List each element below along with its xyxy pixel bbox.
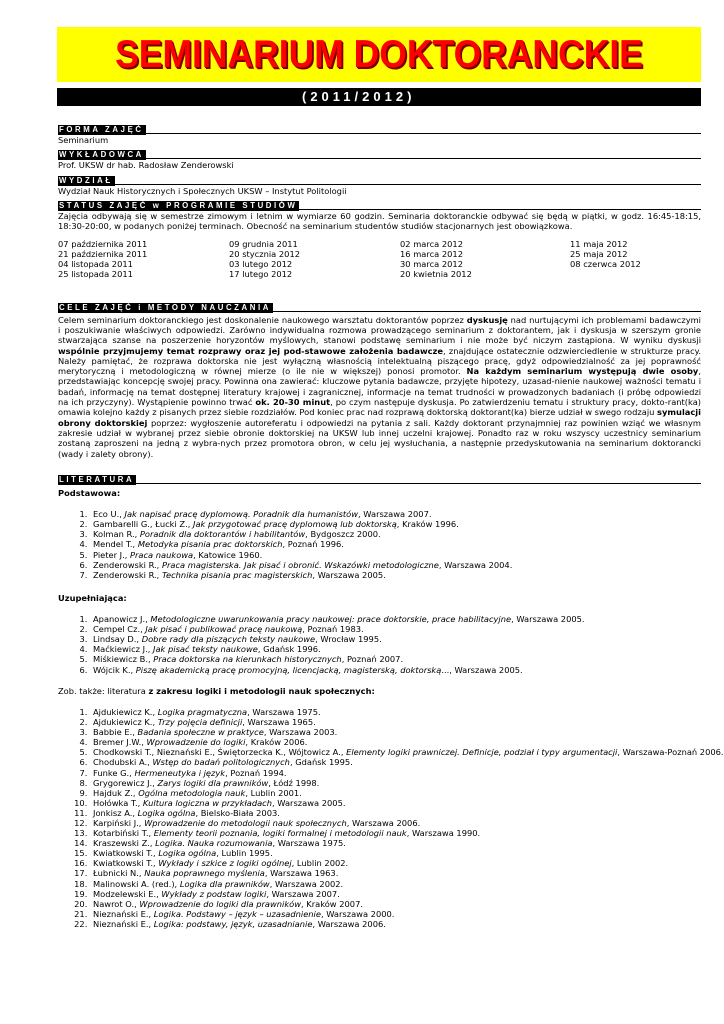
bibliography-item: 14. Kraszewski Z., Logika. Nauka rozumowania, Warszawa 1975. xyxy=(90,838,701,848)
bibliography-item: 22. Nieznański E., Logika: podstawy, język, uzasadnianie, Warszawa 2006. xyxy=(90,919,701,929)
academic-year: (2011/2012) xyxy=(302,89,416,104)
bibliography-item: 1. Eco U., Jak napisać pracę dyplomową. Poradnik dla humanistów, Warszawa 2007. xyxy=(90,509,701,519)
seminar-date: 21 października 2011 xyxy=(58,249,148,260)
bibliography-item: 1. Apanowicz J., Metodologiczne uwarunkowania pracy naukowej: prace doktorskie, prace habilitacyjne, Warszawa 2005. xyxy=(90,614,701,624)
seminar-date: 09 grudnia 2011 xyxy=(229,239,298,250)
bibliography-item: 17. Łubnicki N., Nauka poprawnego myślenia, Warszawa 1963. xyxy=(90,868,701,878)
seminar-date: 04 listopada 2011 xyxy=(58,259,133,270)
seminar-date: 08 czerwca 2012 xyxy=(570,259,641,270)
seminar-date: 16 marca 2012 xyxy=(400,249,463,260)
seminar-date: 25 maja 2012 xyxy=(570,249,628,260)
wydzial-text: Wydział Nauk Historycznych i Społecznych UKSW – Instytut Politologii xyxy=(58,185,347,196)
status-text: Zajęcia odbywają się w semestrze zimowym i letnim w wymiarze 60 godzin. Seminaria doktoranckie odbywać się będą w piątki, w godz. 16:45-18:15, 18:30-20:00, w podanych poniżej terminach. Obecność na seminarium studentów studiów stacjonarnych jest obowiązkowa. xyxy=(58,210,701,232)
bibliography-item: 7. Zenderowski R., Technika pisania prac magisterskich, Warszawa 2005. xyxy=(90,570,701,580)
bibliography-item: 3. Lindsay D., Dobre rady dla piszących teksty naukowe, Wrocław 1995. xyxy=(90,634,701,644)
bibliography-item: 2. Gambarelli G., Łucki Z., Jak przygotować pracę dyplomową lub doktorską, Kraków 1996. xyxy=(90,519,701,529)
seminar-date: 03 lutego 2012 xyxy=(229,259,293,270)
bibliography-item: 16. Kwiatkowski T., Wykłady i szkice z logiki ogólnej, Lublin 2002. xyxy=(90,858,701,868)
bibliography-item: 2. Cempel Cz., Jak pisać i publikować pracę naukową, Poznań 1983. xyxy=(90,624,701,634)
uzupelniajaca-label: Uzupełniająca: xyxy=(58,592,127,603)
seminar-date: 30 marca 2012 xyxy=(400,259,463,270)
seminar-dates xyxy=(58,240,701,279)
bibliography-item: 4. Mendel T., Metodyka pisania prac doktorskich, Poznań 1996. xyxy=(90,539,701,549)
title-banner xyxy=(57,27,701,82)
bibliography-item: 12. Karpiński J., Wprowadzenie do metodologii nauk społecznych, Warszawa 2006. xyxy=(90,818,701,828)
uzupelniajaca-list xyxy=(58,614,701,675)
cele-text: Celem seminarium doktoranckiego jest doskonalenie naukowego warsztatu doktorantów poprzez dyskusję nad nurtującymi ich problemami badawczymi i poszukiwanie właściwych odpowiedzi. Zarówno indywidualna rozmowa prowadzącego seminarium z doktorantem, jak i dyskusja w szerszym gronie stwarzająca szanse na poszerzenie horyzontów myślowych, stanowi podstawę seminarium i nie może być niczym zastąpiona. W wyniku dyskusji wspólnie przyjmujemy temat rozprawy oraz jej pod-stawowe założenia badawcze, znajdujące ostatecznie odzwierciedlenie w strukturze pracy. Należy pamiętać, że rozprawa doktorska nie jest wyłączną własnością intelektualną piszącego pracę, gdyż odpowiedzialność za jej poprawność merytoryczną i metodologiczną w równej mierze (o ile nie w większej) ponosi promotor. Na każdym seminarium występują dwie osoby, przedstawiając koncepcję swojej pracy. Powinna ona zawierać: kluczowe pytania badawcze, przyjęte hipotezy, uzasad-nienie naukowej ważności tematu i badań, informację na temat dostępnej literatury krajowej i zagranicznej, informacje na temat trudności w prowadzonych badaniach (i próbę odpowiedzi na ich przyczyny). Wystąpienie powinno trwać ok. 20-30 minut, po czym następuje dyskusja. Po zatwierdzeniu tematu i struktury pracy, dokto-rant(ka) omawia kolejno każdy z pisanych przez siebie rozdziałów. Pod koniec prac nad rozprawą doktorską doktorant(ka) bierze udział w swego rodzaju symulacji obrony doktorskiej poprzez: wygłoszenie autoreferatu i odpowiedzi na pytania z sali. Każdy doktorant przynajmniej raz powinien wziąć we własnym zakresie udział w wybranej przez siebie obronie doktorskiej na UKSW lub innej uczelni krajowej. Ponadto raz w roku wszyscy uczestnicy seminarium zostaną zaproszeni na jedną z wybra-nych przez promotora obron, w celu jej wysłuchania, a następnie przedyskutowania na seminarium doktorancki (wady i zalety obrony). xyxy=(58,314,702,459)
podstawowa-label: Podstawowa: xyxy=(58,487,121,498)
bibliography-item: 4. Maćkiewicz J., Jak pisać teksty naukowe, Gdańsk 1996. xyxy=(90,644,701,654)
zob-note: Zob. także: literatura z zakresu logiki i metodologii nauk społecznych: xyxy=(58,685,375,696)
bibliography-item: 5. Miśkiewicz B., Praca doktorska na kierunkach historycznych, Poznań 2007. xyxy=(90,654,701,664)
section-heading-wydzial: WYDZIAŁ xyxy=(58,173,701,185)
bibliography-item: 6. Zenderowski R., Praca magisterska. Jak pisać i obronić. Wskazówki metodologiczne, Warszawa 2004. xyxy=(90,560,701,570)
bibliography-item: 19. Modzelewski E., Wykłady z podstaw logiki, Warszawa 2007. xyxy=(90,889,701,899)
bibliography-item: 3. Babbie E., Badania społeczne w praktyce, Warszawa 2003. xyxy=(90,727,701,737)
bibliography-item: 9. Hajduk Z., Ogólna metodologia nauk, Lublin 2001. xyxy=(90,788,701,798)
logika-list xyxy=(58,706,724,929)
page-title: SEMINARIUM DOKTORANCKIE xyxy=(115,32,643,76)
bibliography-item: 1. Ajdukiewicz K., Logika pragmatyczna, Warszawa 1975. xyxy=(90,707,701,717)
bibliography-item: 8. Grygorewicz J., Zarys logiki dla prawników, Łódź 1998. xyxy=(90,778,701,788)
section-heading-forma: FORMA ZAJĘĆ xyxy=(58,122,701,134)
seminar-date: 20 kwietnia 2012 xyxy=(400,268,472,279)
bibliography-item: 6. Chodubski A., Wstęp do badań politologicznych, Gdańsk 1995. xyxy=(90,757,701,767)
bibliography-item: 7. Funke G., Hermeneutyka i język, Poznań 1994. xyxy=(90,768,701,778)
bibliography-item: 5. Chodkowski T., Nieznański E., Świętorzecka K., Wójtowicz A., Elementy logiki prawniczej. Definicje, podział i typy argumentacji, Warszawa-Poznań 2006. xyxy=(90,747,701,757)
bibliography-item: 2. Ajdukiewicz K., Trzy pojęcia definicji, Warszawa 1965. xyxy=(90,717,701,727)
seminar-date xyxy=(570,270,700,280)
seminar-date: 02 marca 2012 xyxy=(400,239,463,250)
podstawowa-list xyxy=(58,509,701,580)
section-heading-literatura: LITERATURA xyxy=(58,472,701,484)
bibliography-item: 5. Pieter J., Praca naukowa, Katowice 1960. xyxy=(90,550,701,560)
seminar-date: 25 listopada 2011 xyxy=(58,268,133,279)
seminar-date: 17 lutego 2012 xyxy=(229,268,293,279)
bibliography-item: 11. Jonkisz A., Logika ogólna, Bielsko-Biała 2003. xyxy=(90,808,701,818)
bibliography-item: 6. Wójcik K., Piszę akademicką pracę promocyjną, licencjacką, magisterską, doktorską..., Warszawa 2005. xyxy=(90,665,701,675)
seminar-date: 20 stycznia 2012 xyxy=(229,249,300,260)
section-heading-status: STATUS ZAJĘĆ w PROGRAMIE STUDIÓW xyxy=(58,198,701,210)
forma-text: Seminarium xyxy=(58,135,109,145)
bibliography-item: 18. Malinowski A. (red.), Logika dla prawników, Warszawa 2002. xyxy=(90,879,701,889)
document-body xyxy=(58,122,724,929)
bibliography-item: 15. Kwiatkowski T., Logika ogólna, Lublin 1995. xyxy=(90,848,701,858)
section-heading-cele: CELE ZAJĘĆ i METODY NAUCZANIA xyxy=(58,300,701,312)
bibliography-item: 13. Kotarbiński T., Elementy teorii poznania, logiki formalnej i metodologii nauk, Warszawa 1990. xyxy=(90,828,701,838)
bibliography-item: 4. Bremer J.W., Wprowadzenie do logiki, Kraków 2006. xyxy=(90,737,701,747)
bibliography-item: 10. Hołówka T., Kultura logiczna w przykładach, Warszawa 2005. xyxy=(90,798,701,808)
seminar-date: 07 października 2011 xyxy=(58,239,148,250)
year-bar xyxy=(57,88,701,106)
seminar-date: 11 maja 2012 xyxy=(570,239,628,250)
section-heading-wykladowca: WYKŁADOWCA xyxy=(58,147,701,159)
wykladowca-text: Prof. UKSW dr hab. Radosław Zenderowski xyxy=(58,160,234,171)
bibliography-item: 3. Kolman R., Poradnik dla doktorantów i habilitantów, Bydgoszcz 2000. xyxy=(90,529,701,539)
bibliography-item: 20. Nawrot O., Wprowadzenie do logiki dla prawników, Kraków 2007. xyxy=(90,899,701,909)
bibliography-item: 21. Nieznański E., Logika. Podstawy – język – uzasadnienie, Warszawa 2000. xyxy=(90,909,701,919)
